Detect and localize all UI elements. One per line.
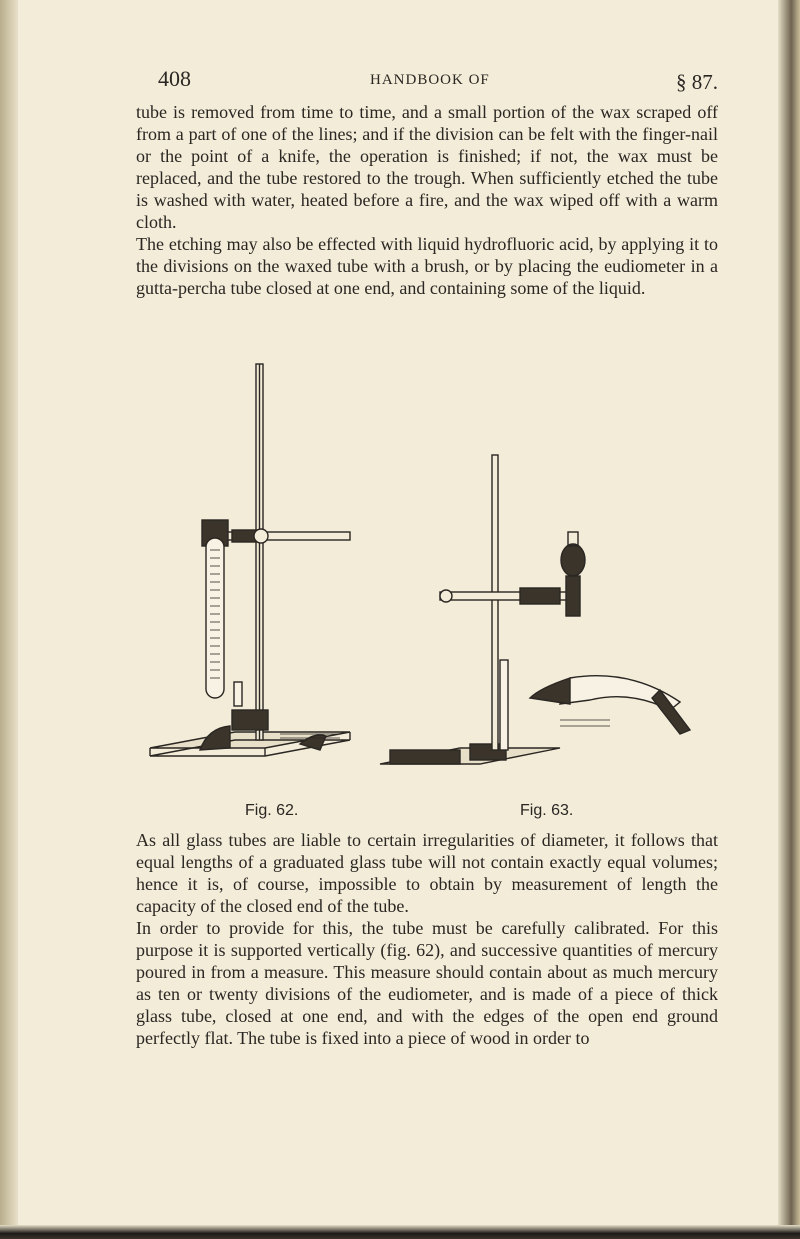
fig62-apparatus [150,364,350,756]
figure-illustration [140,360,710,780]
running-title: HANDBOOK OF [370,72,490,88]
paragraph: In order to provide for this, the tube must be carefully calibrated. For this purpose it is supported vertically (fig. 62), and successive quantities of mercury poured in from a measure. This measure should contain about as much mercury as ten or twenty divisions of the eudiometer, and is made of a piece of thick glass tube, closed at one end, and with the edges of the open end ground perfectly flat. The tube is fixed into a piece of wood in order to [136,918,718,1048]
body-text-top [136,101,718,299]
fig63-apparatus [380,455,690,764]
paragraph: As all glass tubes are liable to certain irregularities of diameter, it follows that equal lengths of a graduated glass tube will not contain exactly equal volumes; hence it is, of course, impossible to obtain by measurement of length the capacity of the closed end of the tube. [136,830,718,916]
page-number: 408 [158,66,191,91]
fig63-caption: Fig. 63. [520,802,574,819]
body-text-bottom [136,829,718,1049]
page-bottom-edge [0,1225,800,1239]
paragraph: tube is removed from time to time, and a small portion of the wax scraped off from a part of one of the lines; and if the division can be felt with the finger-nail or the point of a knife, the operation is finished; if not, the wax must be replaced, and the tube restored to the trough. When sufficiently etched the tube is washed with water, heated before a fire, and the wax wiped off with a warm cloth. [136,102,718,232]
fig62-caption: Fig. 62. [245,802,299,819]
page-right-edge [778,0,800,1239]
figures [140,360,710,780]
running-head [158,66,718,94]
page-left-edge [0,0,18,1239]
section-number: § 87. [676,70,718,94]
paragraph: The etching may also be effected with liquid hydrofluoric acid, by applying it to the divisions on the waxed tube with a brush, or by placing the eudiometer in a gutta-percha tube closed at one end, and containing some of the liquid. [136,234,718,298]
